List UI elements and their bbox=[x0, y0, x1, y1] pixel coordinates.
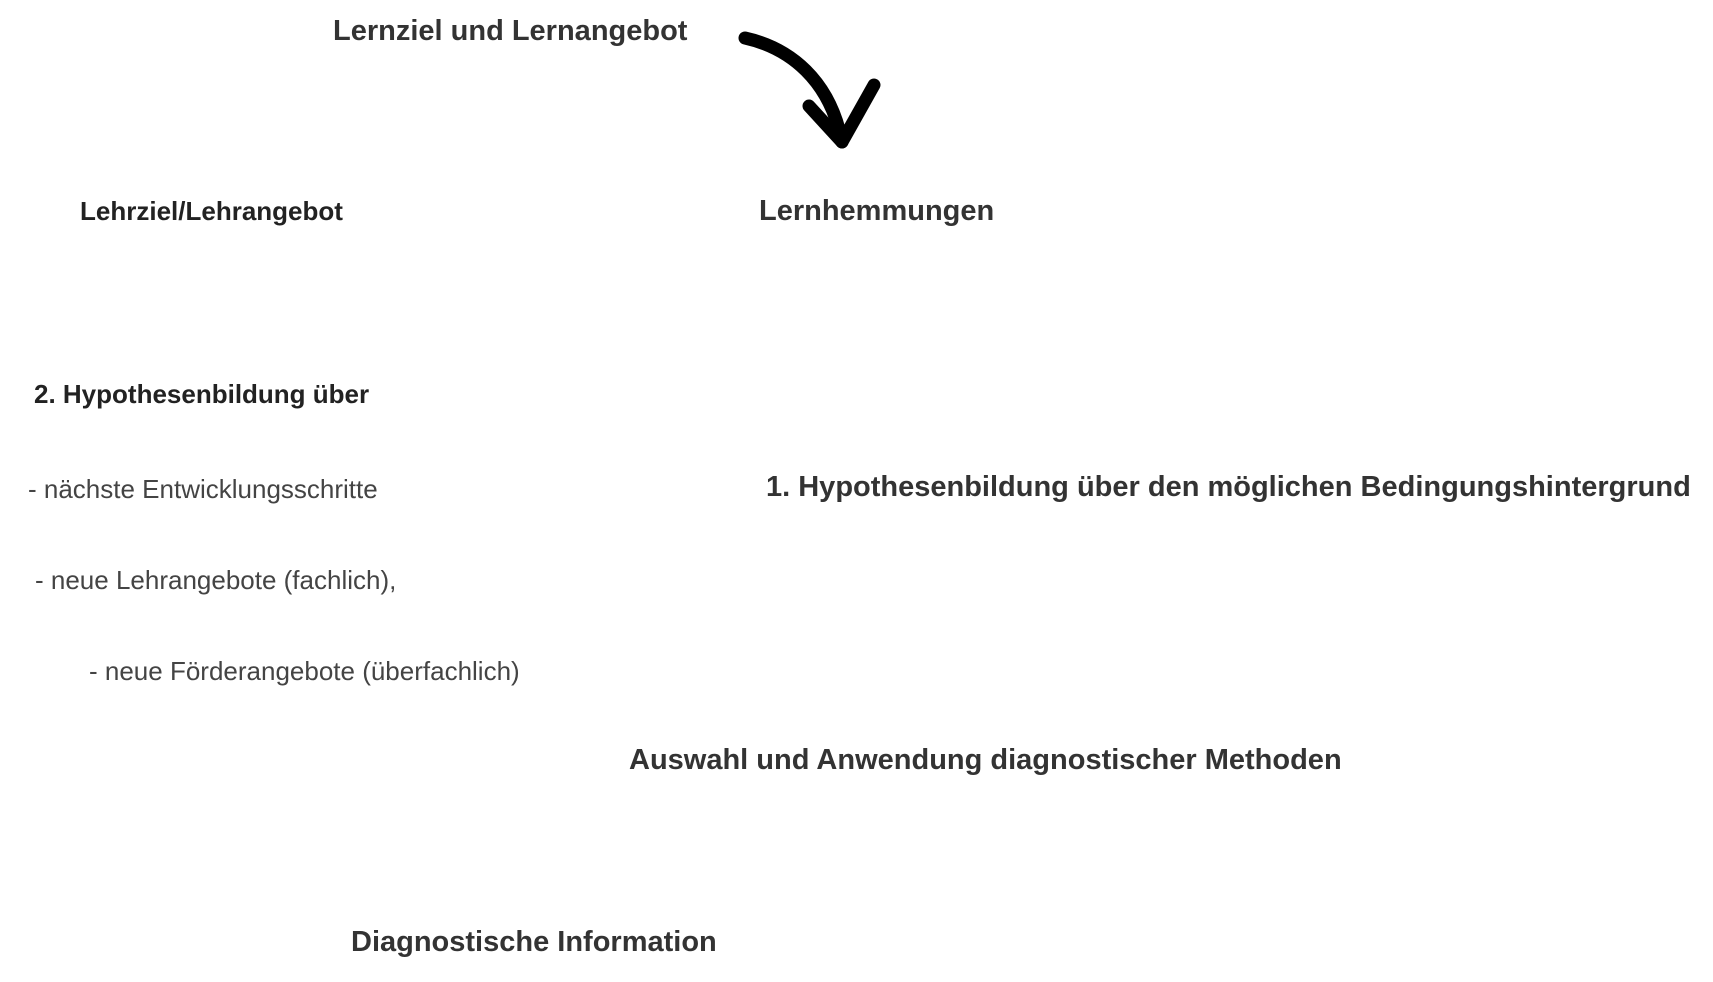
node-lernhemmungen: Lernhemmungen bbox=[759, 195, 995, 227]
hypothesis-item-foerderangebote: - neue Förderangebote (überfachlich) bbox=[89, 656, 520, 686]
node-auswahl-und-anwendung: Auswahl und Anwendung diagnostischer Methoden bbox=[629, 744, 1342, 776]
hypothesis-item-lehrangebote: - neue Lehrangebote (fachlich), bbox=[35, 565, 397, 595]
hypothesis-item-entwicklungsschritte: - nächste Entwicklungsschritte bbox=[28, 474, 378, 504]
node-lernziel-und-lernangebot: Lernziel und Lernangebot bbox=[333, 15, 688, 47]
node-hypothesenbildung-2-title: 2. Hypothesenbildung über bbox=[34, 379, 370, 409]
node-lehrziel-lehrangebot: Lehrziel/Lehrangebot bbox=[80, 196, 343, 226]
node-diagnostische-information: Diagnostische Information bbox=[351, 926, 717, 958]
node-hypothesenbildung-1: 1. Hypothesenbildung über den möglichen Bedingungshintergrund bbox=[766, 471, 1691, 503]
hand-drawn-arrow-icon bbox=[730, 20, 890, 160]
